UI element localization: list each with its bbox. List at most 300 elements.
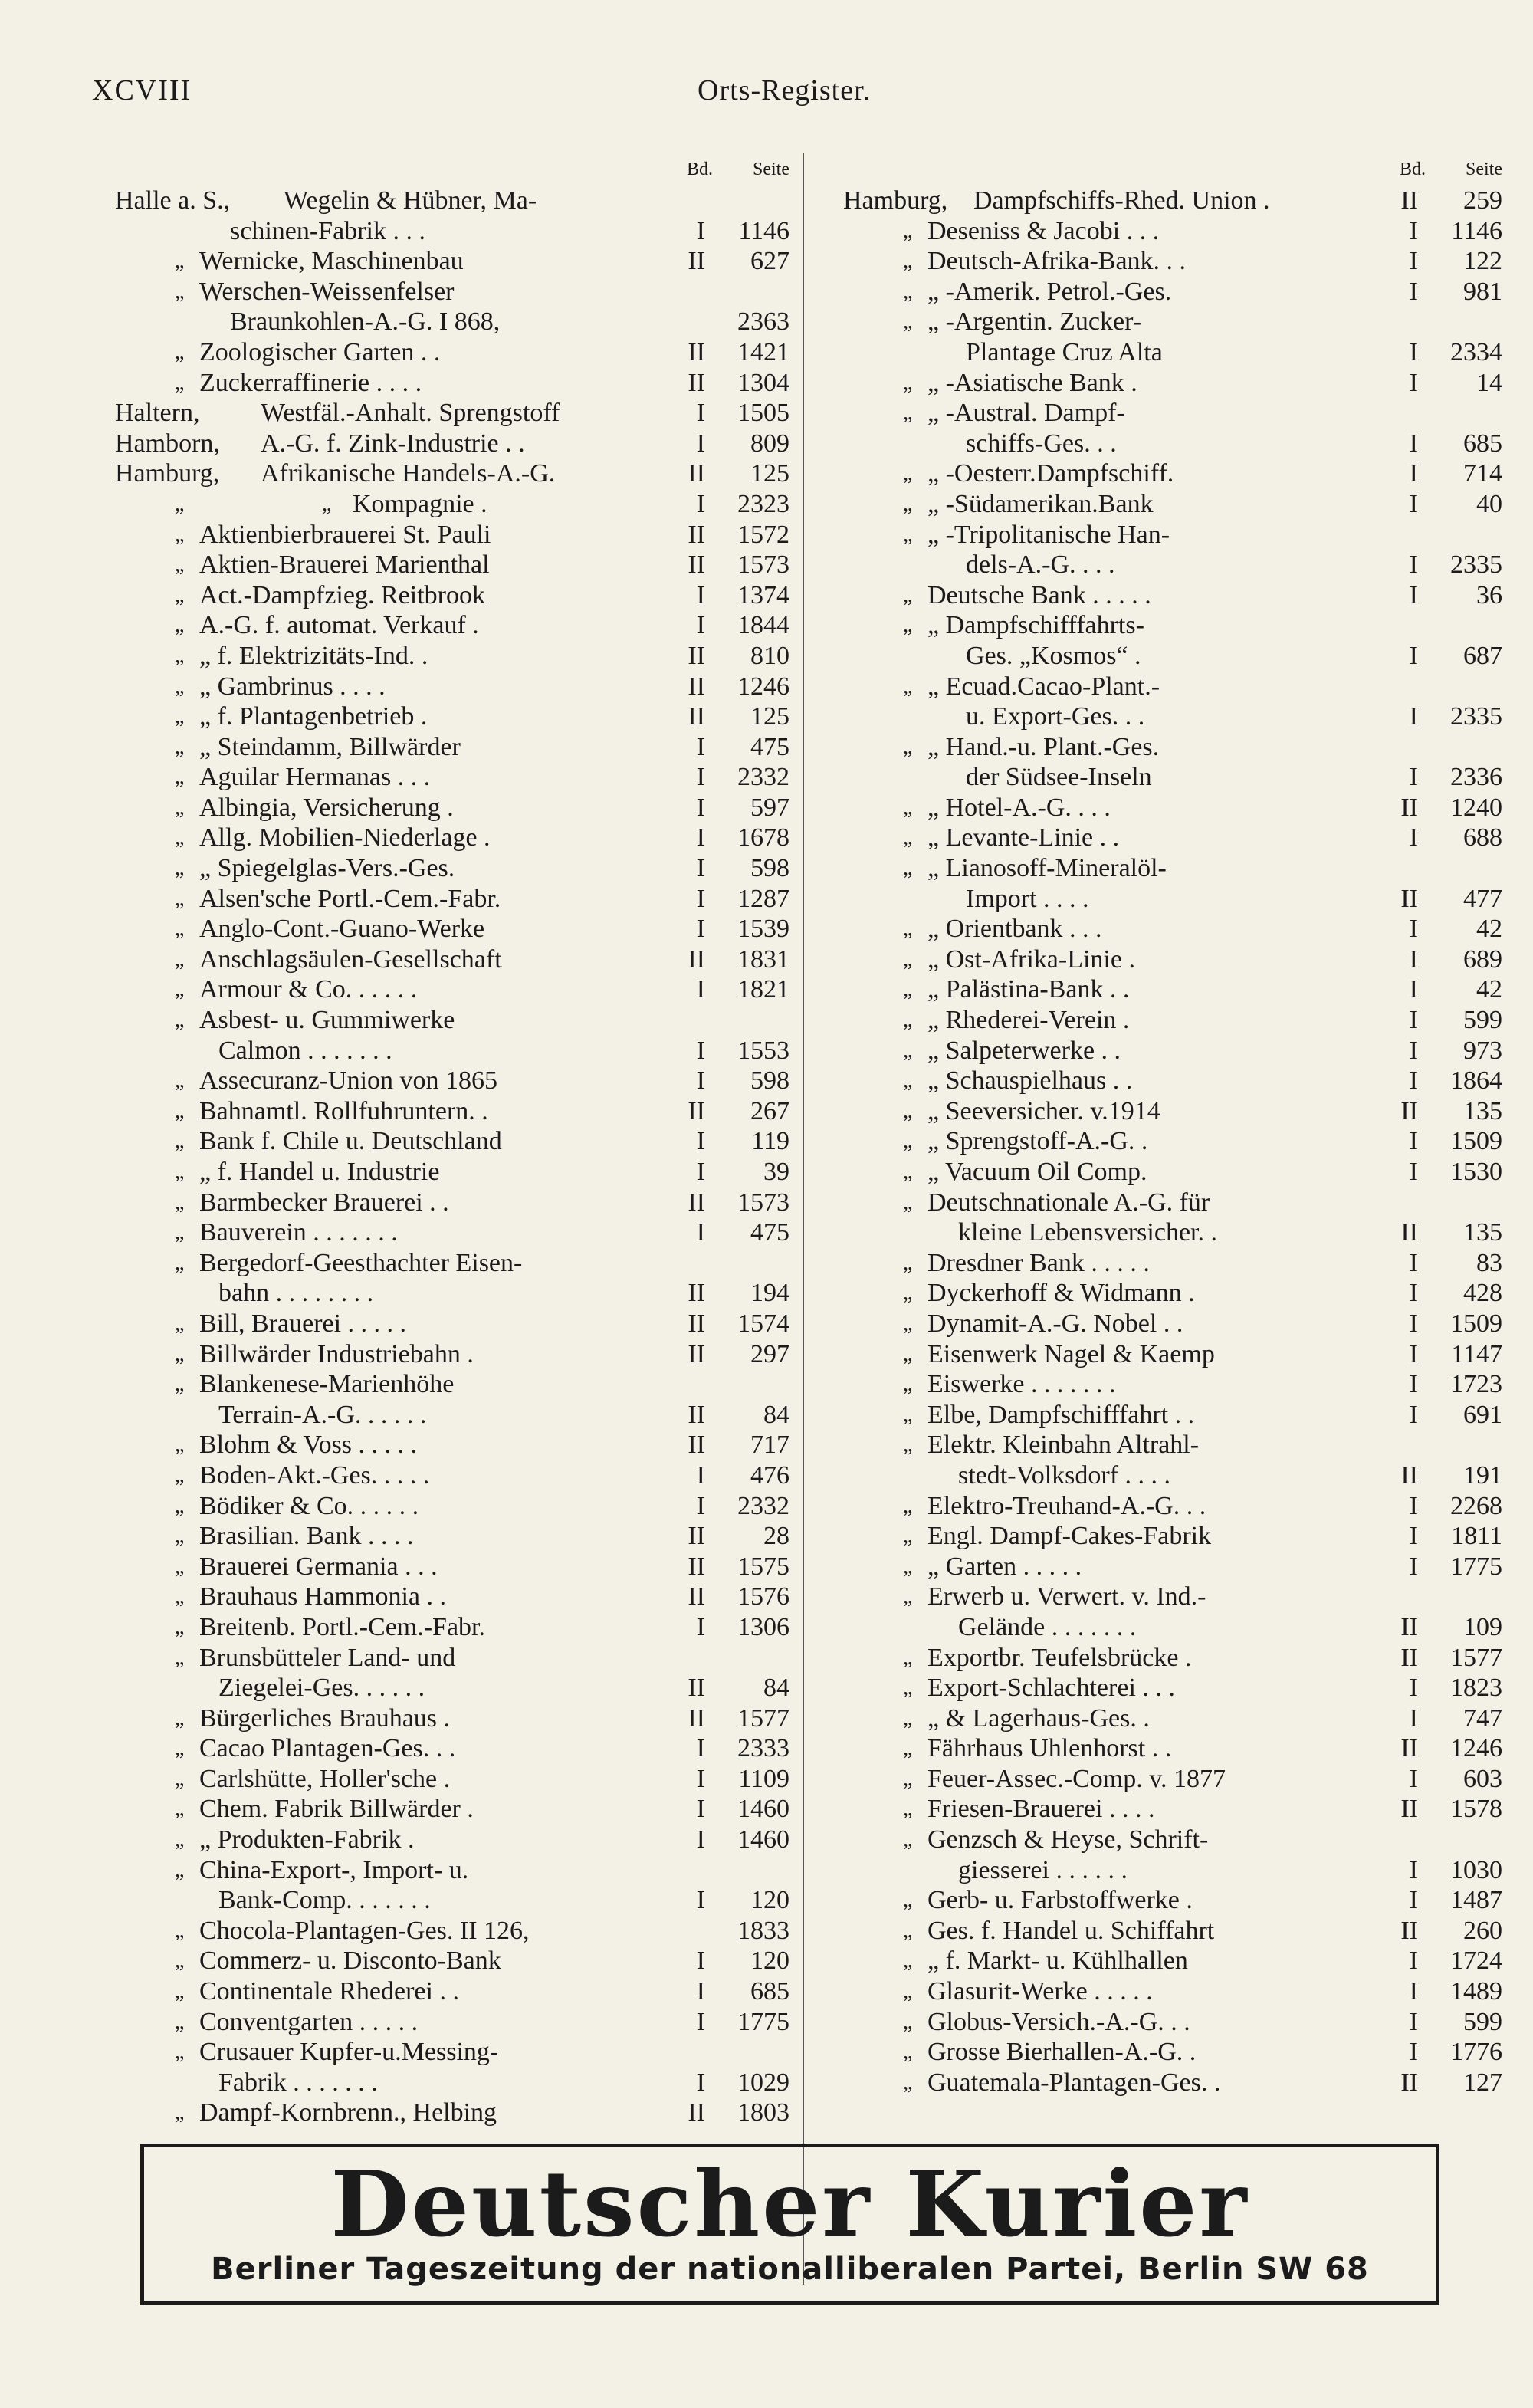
- register-entry: [115, 1460, 789, 1491]
- entry-company: Elektr. Kleinbahn Altrahl-: [927, 1431, 1200, 1460]
- entry-volume: I: [696, 823, 705, 852]
- entry-company: „ Produkten-Fabrik .: [199, 1825, 415, 1854]
- entry-ditto-mark: „: [903, 1949, 913, 1973]
- register-entry: [843, 1916, 1502, 1946]
- register-entry: [843, 1855, 1502, 1886]
- register-entry: [115, 186, 789, 216]
- entry-page: 810: [750, 641, 789, 670]
- entry-page: 981: [1463, 277, 1502, 306]
- entry-company: schiffs-Ges. . .: [966, 429, 1117, 458]
- entry-company: kleine Lebensversicher. .: [958, 1218, 1217, 1247]
- entry-page: 1147: [1451, 1339, 1502, 1368]
- entry-page: 1530: [1450, 1158, 1502, 1186]
- register-entry: [843, 277, 1502, 307]
- entry-ditto-mark: „: [175, 826, 185, 850]
- entry-page: 685: [750, 1977, 789, 2006]
- entry-company: Boden-Akt.-Ges. . . . .: [199, 1460, 430, 1490]
- register-entry: [115, 1976, 789, 2007]
- register-entry: [843, 246, 1502, 277]
- register-entry: [843, 307, 1502, 337]
- register-entry: [843, 216, 1502, 247]
- entry-company: Commerz- u. Disconto-Bank: [199, 1946, 501, 1976]
- entry-ditto-mark: „: [175, 1585, 185, 1609]
- entry-page: 1240: [1450, 793, 1502, 822]
- register-entry: [843, 1248, 1502, 1279]
- entry-company: „ -Südamerikan.Bank: [927, 489, 1154, 518]
- register-entry: [115, 1916, 789, 1946]
- entry-ditto-mark: „: [903, 1250, 913, 1275]
- entry-company: „ Ecuad.Cacao-Plant.-: [927, 672, 1160, 701]
- register-entry: [115, 732, 789, 763]
- entry-page: 297: [750, 1339, 789, 1368]
- entry-volume: I: [696, 1036, 705, 1065]
- entry-company: A.-G. f. Zink-Industrie . .: [261, 429, 525, 458]
- entry-volume: I: [696, 1218, 705, 1247]
- entry-ditto-mark: „: [175, 1069, 185, 1093]
- entry-page: 1775: [1450, 1552, 1502, 1581]
- entry-page: 28: [763, 1522, 789, 1551]
- entry-page: 84: [763, 1400, 789, 1429]
- volume-header: Bd.: [1399, 159, 1426, 179]
- register-entry: [115, 1430, 789, 1460]
- entry-page: 1246: [1450, 1734, 1502, 1763]
- entry-company: Zoologischer Garten . .: [199, 337, 441, 366]
- entry-ditto-mark: „: [903, 1888, 913, 1913]
- entry-company: „ Lianosoff-Mineralöl-: [927, 854, 1167, 883]
- register-entry: [115, 1400, 789, 1431]
- entry-volume: I: [1409, 702, 1418, 731]
- entry-page: 1572: [737, 520, 789, 549]
- entry-ditto-mark: „: [175, 613, 185, 638]
- entry-ditto-mark: „: [175, 1645, 185, 1670]
- entry-ditto-mark: „: [903, 613, 913, 638]
- entry-volume: II: [688, 641, 705, 670]
- entry-ditto-mark: „: [903, 1736, 913, 1761]
- entry-ditto-mark: „: [903, 1190, 913, 1214]
- entry-ditto-mark: „: [175, 1797, 185, 1822]
- entry-page: 1821: [737, 975, 789, 1004]
- entry-company: Aguilar Hermanas . . .: [199, 763, 431, 792]
- volume-header: Bd.: [686, 159, 713, 179]
- entry-ditto-mark: „: [175, 1858, 185, 1882]
- entry-company: Feuer-Assec.-Comp. v. 1877: [927, 1764, 1226, 1793]
- entry-page: 1575: [737, 1552, 789, 1581]
- register-entry: [843, 1825, 1502, 1855]
- entry-page: 267: [750, 1096, 789, 1125]
- entry-volume: I: [696, 2007, 705, 2036]
- entry-page: 1678: [737, 823, 789, 852]
- entry-ditto-mark: „: [175, 734, 185, 759]
- entry-company: Bürgerliches Brauhaus .: [199, 1703, 451, 1733]
- entry-company: „ -Asiatische Bank .: [927, 368, 1137, 397]
- entry-company: u. Export-Ges. . .: [966, 702, 1145, 731]
- register-entry: [843, 1733, 1502, 1764]
- entry-page: 1578: [1450, 1795, 1502, 1824]
- entry-ditto-mark: „: [175, 553, 185, 577]
- entry-volume: I: [1409, 1066, 1418, 1096]
- entry-company: Grosse Bierhallen-A.-G. .: [927, 2038, 1197, 2067]
- advertisement-box: [140, 2144, 1439, 2305]
- register-entry: [115, 580, 789, 611]
- entry-ditto-mark: „: [175, 856, 185, 881]
- entry-company: Brunsbütteler Land- und: [199, 1643, 456, 1672]
- register-entry: [843, 1582, 1502, 1612]
- entry-company: „ f. Plantagenbetrieb .: [199, 702, 428, 731]
- register-entry: [115, 1491, 789, 1522]
- entry-page: 747: [1463, 1703, 1502, 1733]
- entry-volume: I: [1409, 1946, 1418, 1976]
- entry-ditto-mark: „: [175, 1160, 185, 1184]
- entry-volume: I: [696, 1886, 705, 1915]
- entry-page: 1306: [737, 1612, 789, 1641]
- register-entry: [843, 1339, 1502, 1370]
- entry-company: dels-A.-G. . . .: [966, 550, 1115, 580]
- entry-company: Bank f. Chile u. Deutschland: [199, 1127, 502, 1156]
- register-entry: [843, 610, 1502, 641]
- entry-page: 2363: [737, 307, 789, 337]
- entry-company: Dampf-Kornbrenn., Helbing: [199, 2098, 497, 2127]
- register-entry: [843, 974, 1502, 1005]
- entry-page: 135: [1463, 1096, 1502, 1125]
- entry-volume: II: [688, 459, 705, 488]
- entry-ditto-mark: „: [175, 1615, 185, 1639]
- entry-company: „ Garten . . . . .: [927, 1552, 1082, 1581]
- entry-ditto-mark: „: [903, 826, 913, 850]
- entry-ditto-mark: „: [175, 1372, 185, 1397]
- entry-volume: II: [688, 2098, 705, 2127]
- entry-company: Plantage Cruz Alta: [966, 337, 1163, 366]
- register-entry: [843, 1764, 1502, 1795]
- entry-ditto-mark: „: [903, 1554, 913, 1579]
- register-entry: [843, 1157, 1502, 1188]
- entry-page: 83: [1476, 1248, 1502, 1277]
- entry-volume: II: [688, 1582, 705, 1611]
- entry-volume: I: [696, 1491, 705, 1520]
- entry-company: Eisenwerk Nagel & Kaemp: [927, 1339, 1215, 1368]
- entry-ditto-mark: „: [175, 1099, 185, 1123]
- register-entry: [115, 1552, 789, 1582]
- entry-ditto-mark: „: [903, 1918, 913, 1943]
- entry-company: Deutsch-Afrika-Bank. . .: [927, 247, 1187, 276]
- register-entry: [115, 489, 789, 520]
- register-entry: [115, 398, 789, 429]
- entry-volume: I: [1409, 2038, 1418, 2067]
- entry-ditto-mark: „: [175, 491, 185, 516]
- entry-page: 109: [1463, 1612, 1502, 1641]
- entry-page: 1823: [1450, 1674, 1502, 1703]
- entry-ditto-mark: „: [903, 2040, 913, 2065]
- entry-volume: I: [696, 429, 705, 458]
- entry-volume: II: [688, 702, 705, 731]
- entry-ditto-mark: „: [175, 795, 185, 820]
- entry-ditto-mark: „: [903, 1069, 913, 1093]
- entry-ditto-mark: „: [175, 340, 185, 364]
- entry-page: 42: [1476, 975, 1502, 1004]
- entry-ditto-mark: „: [175, 977, 185, 1002]
- entry-page: 42: [1476, 915, 1502, 944]
- entry-volume: I: [696, 1977, 705, 2006]
- entry-volume: I: [696, 732, 705, 761]
- entry-ditto-mark: „: [175, 1311, 185, 1335]
- register-entry: [843, 1400, 1502, 1431]
- entry-ditto-mark: „: [903, 1433, 913, 1457]
- register-entry: [115, 429, 789, 459]
- entry-company: Albingia, Versicherung .: [199, 793, 454, 822]
- entry-ditto-mark: „: [175, 1190, 185, 1214]
- running-title: Orts-Register.: [698, 74, 872, 107]
- entry-page: 2336: [1450, 763, 1502, 792]
- entry-volume: I: [696, 975, 705, 1004]
- register-entry: [115, 672, 789, 702]
- register-entry: [115, 1157, 789, 1188]
- entry-ditto-mark: „: [903, 1129, 913, 1154]
- entry-ditto-mark: „: [175, 1008, 185, 1033]
- entry-volume: I: [1409, 1674, 1418, 1703]
- entry-page: 603: [1463, 1764, 1502, 1793]
- entry-page: 1146: [738, 216, 789, 245]
- entry-company: stedt-Volksdorf . . . .: [958, 1460, 1171, 1490]
- register-entry: [115, 1005, 789, 1036]
- entry-page: 627: [750, 247, 789, 276]
- right-column-header: [843, 153, 1502, 186]
- register-entry: [115, 1188, 789, 1218]
- entry-ditto-mark: „: [903, 1402, 913, 1427]
- entry-company: „ f. Markt- u. Kühlhallen: [927, 1946, 1188, 1976]
- entry-volume: I: [1409, 1764, 1418, 1793]
- entry-ditto-mark: „: [903, 1828, 913, 1852]
- entry-volume: I: [696, 1946, 705, 1976]
- entry-company: Zuckerraffinerie . . . .: [199, 368, 422, 397]
- entry-volume: I: [1409, 1279, 1418, 1308]
- entry-page: 477: [1463, 884, 1502, 913]
- entry-company: „ Spiegelglas-Vers.-Ges.: [199, 854, 455, 883]
- entry-ditto-mark: „: [175, 1493, 185, 1518]
- entry-page: 120: [750, 1886, 789, 1915]
- entry-ditto-mark: „: [175, 2101, 185, 2125]
- entry-volume: II: [688, 1339, 705, 1368]
- entry-volume: I: [1409, 1522, 1418, 1551]
- register-entry: [843, 732, 1502, 763]
- entry-page: 809: [750, 429, 789, 458]
- entry-page: 2334: [1450, 337, 1502, 366]
- entry-company: der Südsee-Inseln: [966, 763, 1152, 792]
- register-entry: [115, 1339, 789, 1370]
- entry-volume: I: [1409, 1977, 1418, 2006]
- entry-volume: II: [688, 368, 705, 397]
- register-entry: [115, 853, 789, 884]
- entry-volume: I: [1409, 1491, 1418, 1520]
- entry-page: 1539: [737, 915, 789, 944]
- register-entry: [843, 853, 1502, 884]
- entry-volume: II: [1400, 1218, 1418, 1247]
- entry-page: 1489: [1450, 1977, 1502, 2006]
- entry-volume: II: [688, 1096, 705, 1125]
- entry-volume: II: [1400, 1643, 1418, 1672]
- entry-company: giesserei . . . . . .: [958, 1855, 1128, 1884]
- entry-volume: II: [1400, 1916, 1418, 1945]
- entry-page: 1287: [737, 884, 789, 913]
- register-entry: [843, 823, 1502, 853]
- register-entry: [843, 1946, 1502, 1976]
- entry-company: Gerb- u. Farbstoffwerke .: [927, 1886, 1193, 1915]
- entry-company: Deutsche Bank . . . . .: [927, 580, 1151, 609]
- entry-volume: I: [1409, 1248, 1418, 1277]
- entry-volume: II: [688, 550, 705, 580]
- entry-page: 599: [1463, 1006, 1502, 1035]
- entry-ditto-mark: „: [175, 1250, 185, 1275]
- register-entry: [843, 1126, 1502, 1157]
- entry-page: 1724: [1450, 1946, 1502, 1976]
- entry-volume: I: [1409, 459, 1418, 488]
- entry-company: Export-Schlachterei . . .: [927, 1674, 1175, 1703]
- entry-ditto-mark: „: [175, 1524, 185, 1549]
- entry-page: 1246: [737, 672, 789, 701]
- entry-volume: I: [696, 611, 705, 640]
- register-entry: [115, 2098, 789, 2128]
- entry-ditto-mark: „: [175, 1949, 185, 1973]
- entry-ditto-mark: „: [903, 917, 913, 941]
- entry-volume: I: [1409, 1400, 1418, 1429]
- entry-ditto-mark: „: [903, 1160, 913, 1184]
- register-entry: [115, 2037, 789, 2068]
- entry-volume: II: [688, 672, 705, 701]
- register-entry: [843, 1369, 1502, 1400]
- entry-volume: I: [1409, 550, 1418, 580]
- entry-company: Armour & Co. . . . . .: [199, 975, 418, 1004]
- entry-page: 1421: [737, 337, 789, 366]
- entry-ditto-mark: „: [903, 1281, 913, 1306]
- entry-page: 36: [1476, 580, 1502, 609]
- entry-company: Erwerb u. Verwert. v. Ind.-: [927, 1582, 1206, 1611]
- entry-ditto-mark: „: [903, 2070, 913, 2094]
- entry-page: 598: [750, 1066, 789, 1096]
- entry-ditto-mark: „: [903, 1706, 913, 1730]
- entry-volume: I: [1409, 1036, 1418, 1065]
- entry-company: Blankenese-Marienhöhe: [199, 1370, 455, 1399]
- entry-volume: I: [1409, 1855, 1418, 1884]
- entry-volume: II: [1400, 2068, 1418, 2097]
- entry-company: Bank-Comp. . . . . . .: [218, 1886, 431, 1915]
- entry-volume: II: [1400, 1795, 1418, 1824]
- entry-company: Ges. „Kosmos“ .: [966, 641, 1141, 670]
- entry-company: „ -Argentin. Zucker-: [927, 307, 1142, 337]
- entry-company: Import . . . .: [966, 884, 1089, 913]
- entry-company: Exportbr. Teufelsbrücke .: [927, 1643, 1192, 1672]
- entry-ditto-mark: „: [175, 370, 185, 395]
- entry-ditto-mark: „: [903, 1342, 913, 1366]
- entry-volume: II: [688, 247, 705, 276]
- register-entry: [115, 1885, 789, 1916]
- register-entry: [115, 1126, 789, 1157]
- entry-volume: I: [696, 1460, 705, 1490]
- entry-ditto-mark: „: [175, 1463, 185, 1487]
- entry-volume: I: [1409, 580, 1418, 609]
- entry-ditto-mark: „: [175, 765, 185, 790]
- entry-ditto-mark: „: [903, 522, 913, 547]
- entry-company: Aktien-Brauerei Marienthal: [199, 550, 490, 580]
- entry-volume: I: [696, 1795, 705, 1824]
- register-entry: [115, 610, 789, 641]
- entry-ditto-mark: „: [175, 1220, 185, 1245]
- register-entry: [115, 337, 789, 368]
- entry-volume: II: [1400, 793, 1418, 822]
- entry-volume: II: [688, 1522, 705, 1551]
- entry-company: Carlshütte, Holler'sche .: [199, 1764, 451, 1793]
- entry-volume: I: [1409, 1006, 1418, 1035]
- register-entry: [843, 1096, 1502, 1127]
- entry-page: 2323: [737, 489, 789, 518]
- entry-page: 598: [750, 854, 789, 883]
- entry-company: Kompagnie .: [353, 489, 487, 518]
- entry-company: Terrain-A.-G. . . . . .: [218, 1400, 427, 1429]
- entry-company: Chem. Fabrik Billwärder .: [199, 1795, 474, 1824]
- register-entry: [115, 246, 789, 277]
- entry-volume: I: [696, 1764, 705, 1793]
- register-entry: [843, 520, 1502, 550]
- entry-company: Eiswerke . . . . . . .: [927, 1370, 1116, 1399]
- register-entry: [843, 1491, 1502, 1522]
- entry-page: 1803: [737, 2098, 789, 2127]
- entry-city: Halle a. S.,: [115, 186, 231, 215]
- register-entry: [115, 216, 789, 247]
- entry-volume: I: [1409, 1339, 1418, 1368]
- entry-page: 125: [750, 459, 789, 488]
- entry-ditto-mark: „: [903, 977, 913, 1002]
- entry-company: Anschlagsäulen-Gesellschaft: [199, 944, 502, 974]
- register-entry: [843, 1430, 1502, 1460]
- right-column: [843, 153, 1502, 2098]
- left-column: [115, 153, 789, 2128]
- entry-company: Brauerei Germania . . .: [199, 1552, 438, 1581]
- entry-ditto-mark: „: [175, 705, 185, 729]
- entry-ditto-mark: „: [175, 886, 185, 911]
- entry-volume: I: [1409, 368, 1418, 397]
- entry-company: Asbest- u. Gummiwerke: [199, 1006, 455, 1035]
- entry-page: 1723: [1450, 1370, 1502, 1399]
- entry-company: Brauhaus Hammonia . .: [199, 1582, 446, 1611]
- entry-page: 2332: [737, 1491, 789, 1520]
- entry-page: 1776: [1450, 2038, 1502, 2067]
- register-entry: [115, 914, 789, 944]
- entry-ditto-mark: „: [175, 1979, 185, 2004]
- entry-page: 714: [1463, 459, 1502, 488]
- entry-volume: I: [1409, 337, 1418, 366]
- entry-company: „ Gambrinus . . . .: [199, 672, 386, 701]
- entry-company: Continentale Rhederei . .: [199, 1977, 459, 2006]
- register-entry: [115, 1733, 789, 1764]
- entry-ditto-mark: „: [903, 795, 913, 820]
- entry-ditto-mark: „: [175, 522, 185, 547]
- entry-volume: II: [688, 1279, 705, 1308]
- entry-volume: II: [688, 1703, 705, 1733]
- register-entry: [115, 1946, 789, 1976]
- register-entry: [115, 1703, 789, 1734]
- entry-ditto-mark: „: [903, 1979, 913, 2004]
- entry-page: 194: [750, 1279, 789, 1308]
- register-entry: [115, 974, 789, 1005]
- entry-company: Crusauer Kupfer-u.Messing-: [199, 2038, 499, 2067]
- register-entry: [843, 550, 1502, 580]
- register-entry: [115, 277, 789, 307]
- entry-company: „ Vacuum Oil Comp.: [927, 1158, 1147, 1186]
- entry-company: „ f. Handel u. Industrie: [199, 1158, 440, 1186]
- entry-ditto-mark: „: [903, 1038, 913, 1063]
- entry-volume: I: [1409, 1127, 1418, 1156]
- entry-company: Dyckerhoff & Widmann .: [927, 1279, 1195, 1308]
- entry-page: 125: [750, 702, 789, 731]
- entry-ditto-mark: „: [903, 1676, 913, 1700]
- entry-company: Fabrik . . . . . . .: [218, 2068, 378, 2097]
